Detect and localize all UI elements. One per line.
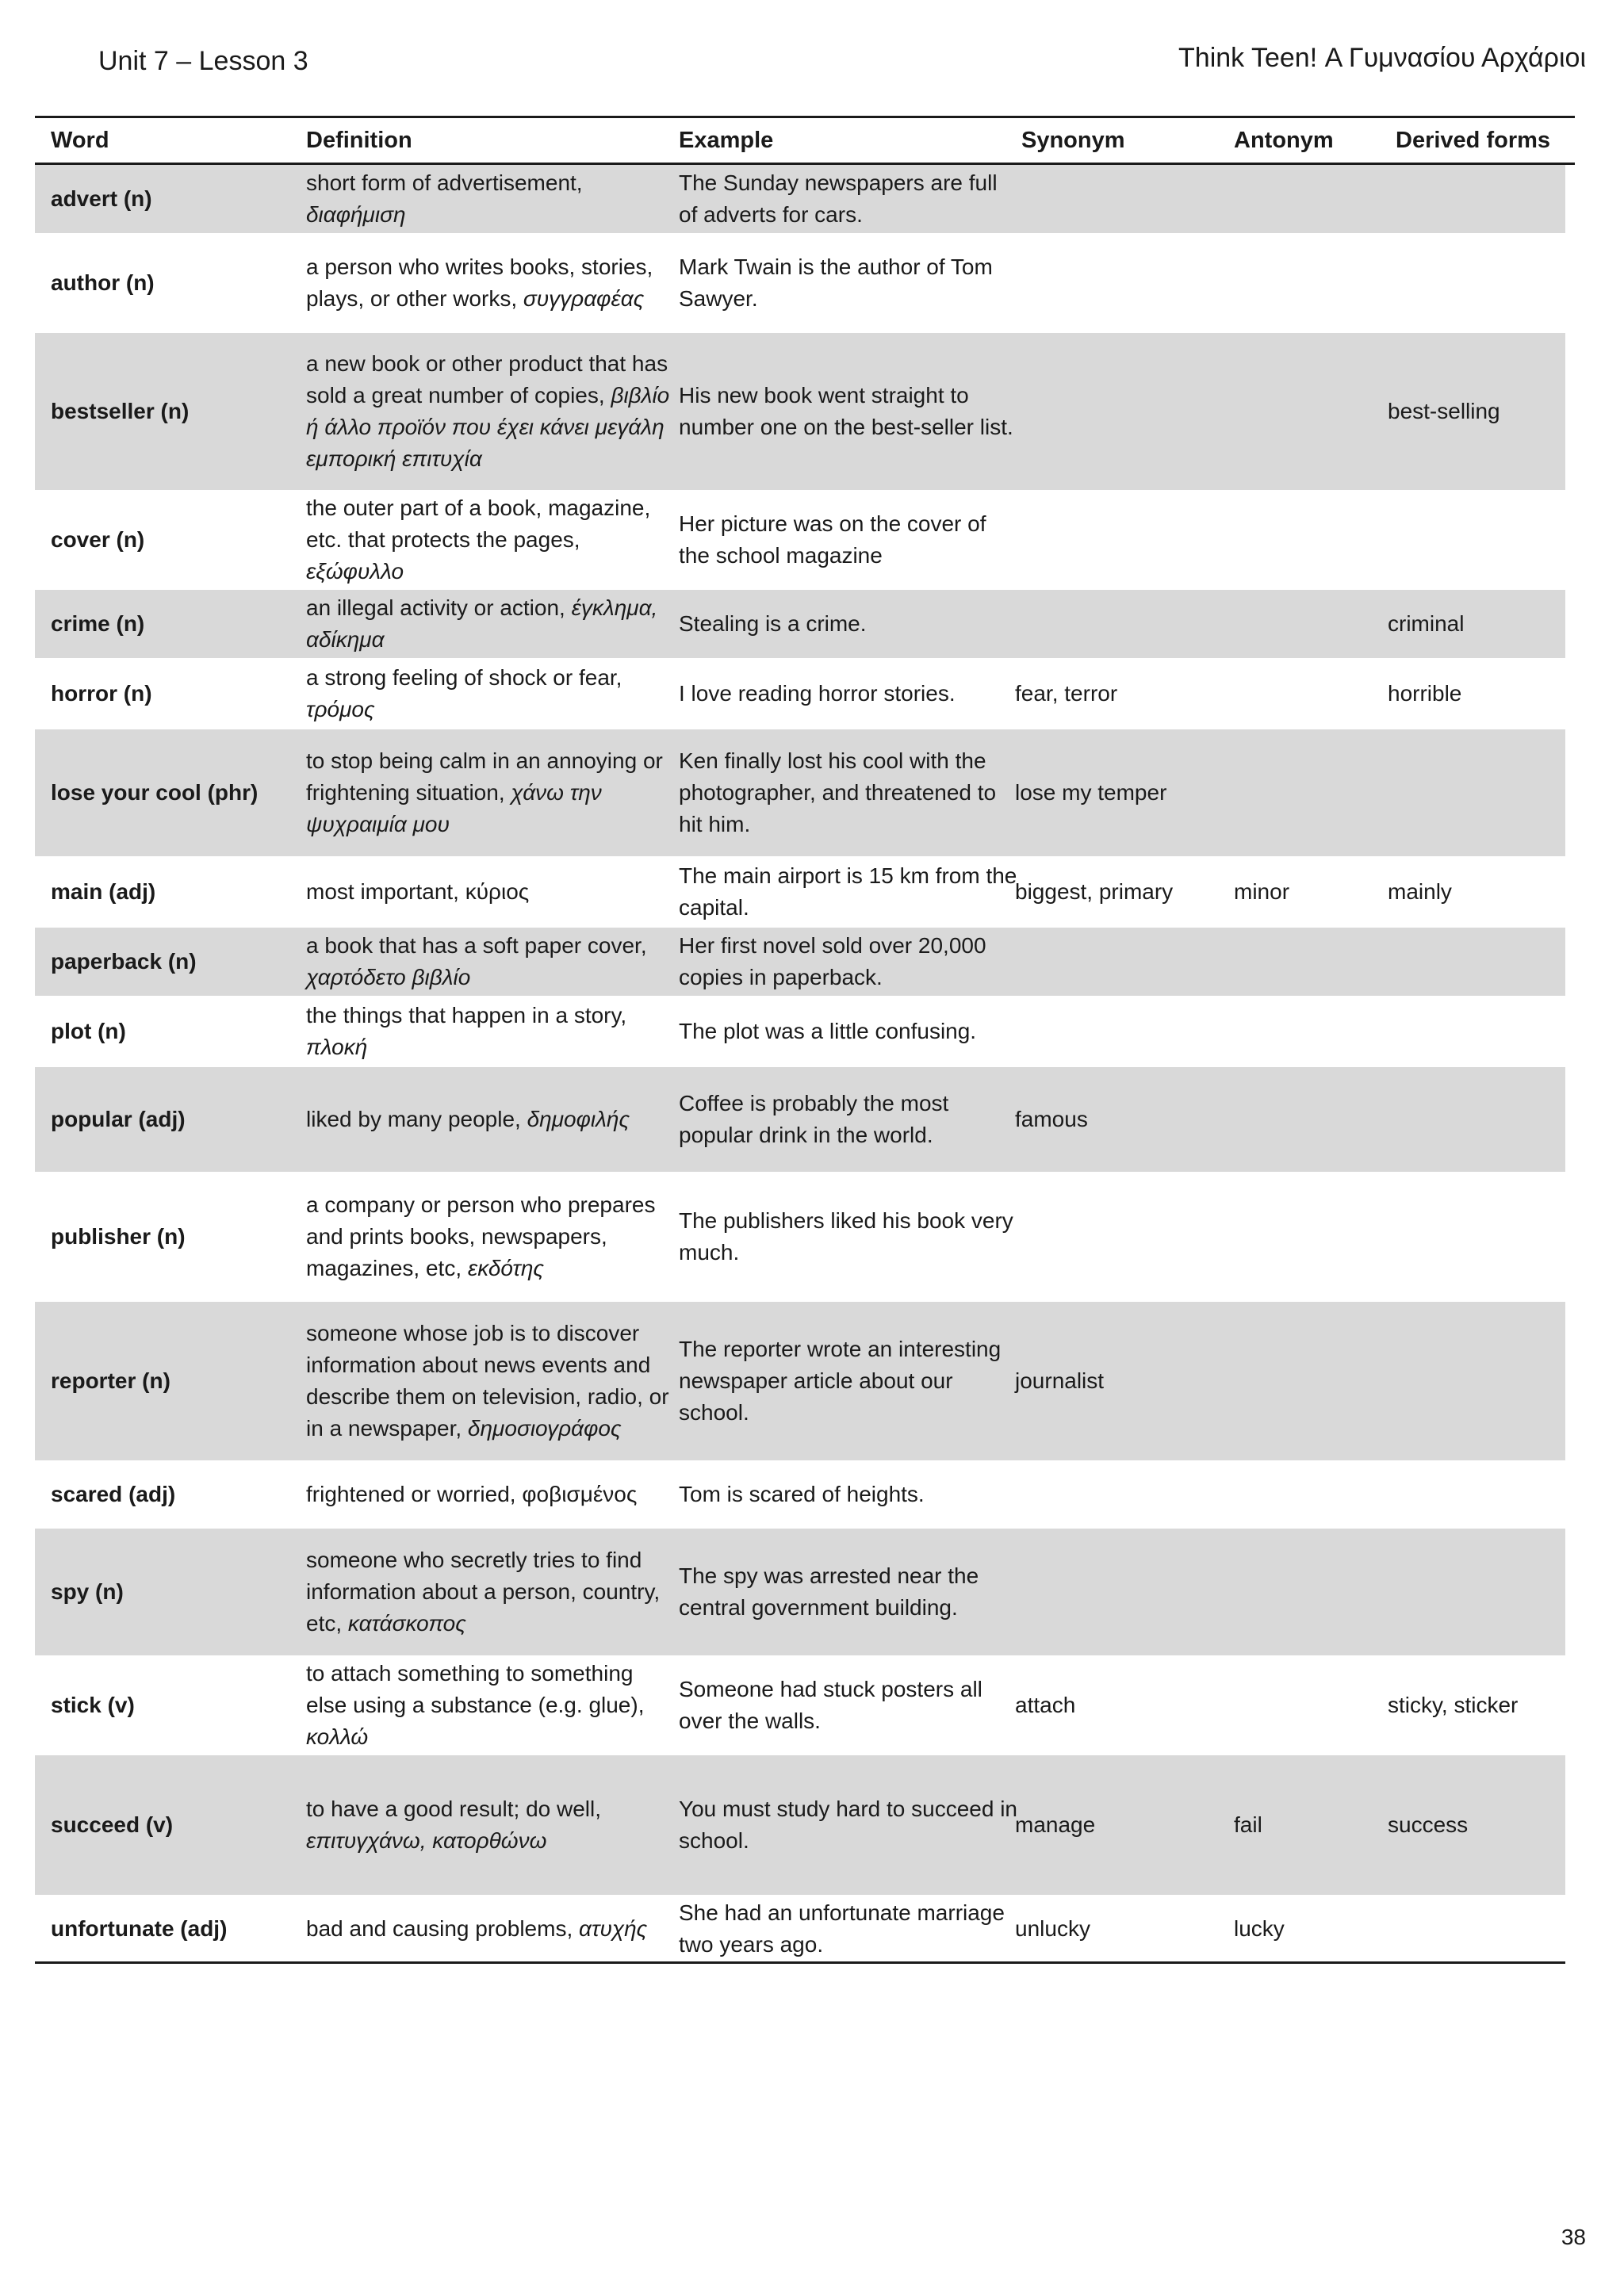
- definition-cell: [306, 333, 679, 490]
- word-cell-text: scared (adj): [51, 1482, 176, 1506]
- derived-forms-cell-text: criminal: [1388, 611, 1465, 636]
- synonym-cell: [1015, 1462, 1221, 1527]
- greek-translation: χαρτόδετο βιβλίο: [306, 965, 471, 989]
- derived-forms-cell: [1388, 1302, 1565, 1460]
- derived-forms-cell: [1388, 1896, 1565, 1961]
- definition-cell: [306, 928, 679, 996]
- table-row: [35, 729, 1565, 858]
- definition-text: a book that has a soft paper cover,: [306, 933, 647, 958]
- word-cell-text: author (n): [51, 270, 155, 295]
- table-row: [35, 1657, 1565, 1755]
- definition-text: bad and causing problems,: [306, 1916, 573, 1941]
- word-cell: [51, 858, 312, 926]
- book-title: Think Teen! Α Γυμνασίου Αρχάριοι: [1178, 43, 1586, 73]
- table-header: [35, 116, 1575, 165]
- antonym-cell: [1234, 1755, 1385, 1895]
- synonym-cell-text: biggest, primary: [1015, 879, 1174, 904]
- antonym-cell-text: minor: [1234, 879, 1290, 904]
- definition-text: the outer part of a book, magazine, etc. that protects the pages,: [306, 496, 651, 552]
- column-header-antonym: Antonym: [1234, 128, 1334, 153]
- definition-text: to have a good result; do well,: [306, 1797, 602, 1821]
- definition-cell: [306, 1462, 679, 1527]
- synonym-cell-text: unlucky: [1015, 1916, 1090, 1941]
- table-row: [35, 1896, 1565, 1964]
- example-cell-text: The publishers liked his book very much.: [679, 1208, 1013, 1265]
- word-cell: [51, 333, 312, 490]
- example-cell-text: The main airport is 15 km from the capital.: [679, 863, 1017, 920]
- derived-forms-cell: [1388, 1462, 1565, 1527]
- column-header-synonym: Synonym: [1021, 128, 1125, 153]
- example-cell: [679, 1302, 1020, 1460]
- antonym-cell: [1234, 1896, 1385, 1961]
- derived-forms-cell: [1388, 928, 1565, 996]
- antonym-cell: [1234, 492, 1385, 588]
- antonym-cell: [1234, 1462, 1385, 1527]
- synonym-cell: [1015, 165, 1221, 233]
- example-cell-text: Her picture was on the cover of the school magazine: [679, 511, 986, 568]
- synonym-cell: [1015, 729, 1221, 856]
- derived-forms-cell: [1388, 1657, 1565, 1754]
- definition-cell: [306, 590, 679, 658]
- antonym-cell: [1234, 928, 1385, 996]
- word-cell-text: cover (n): [51, 527, 145, 552]
- definition-cell: [306, 1896, 679, 1961]
- definition-cell: [306, 858, 679, 926]
- word-cell: [51, 1302, 312, 1460]
- word-cell-text: lose your cool (phr): [51, 780, 259, 805]
- synonym-cell: [1015, 1173, 1221, 1300]
- synonym-cell: [1015, 1657, 1221, 1754]
- greek-translation: εκδότης: [467, 1256, 545, 1280]
- word-cell: [51, 492, 312, 588]
- example-cell-text: I love reading horror stories.: [679, 681, 956, 706]
- example-cell: [679, 590, 1020, 658]
- greek-translation: κολλώ: [306, 1724, 369, 1749]
- word-cell: [51, 1173, 312, 1300]
- example-cell: [679, 1173, 1020, 1300]
- synonym-cell-text: famous: [1015, 1107, 1088, 1131]
- word-cell: [51, 660, 312, 728]
- greek-translation: συγγραφέας: [523, 286, 645, 311]
- definition-cell: [306, 997, 679, 1066]
- definition-cell: [306, 1067, 679, 1172]
- word-cell-text: spy (n): [51, 1579, 124, 1604]
- antonym-cell: [1234, 1529, 1385, 1655]
- word-cell: [51, 729, 312, 856]
- example-cell-text: Her first novel sold over 20,000 copies in paperback.: [679, 933, 986, 989]
- definition-cell: [306, 492, 679, 588]
- table-row: [35, 1529, 1565, 1657]
- example-cell: [679, 928, 1020, 996]
- synonym-cell-text: manage: [1015, 1812, 1096, 1837]
- definition-text: most important, κύριος: [306, 879, 530, 904]
- antonym-cell-text: lucky: [1234, 1916, 1285, 1941]
- table-body: [35, 165, 1565, 1964]
- table-row: [35, 660, 1565, 729]
- example-cell: [679, 165, 1020, 233]
- vocabulary-table: [35, 116, 1565, 1964]
- synonym-cell: [1015, 1302, 1221, 1460]
- synonym-cell: [1015, 235, 1221, 331]
- word-cell-text: paperback (n): [51, 949, 197, 974]
- definition-text: frightened or worried, φοβισμένος: [306, 1482, 638, 1506]
- antonym-cell-text: fail: [1234, 1812, 1262, 1837]
- definition-text: to attach something to something else using a substance (e.g. glue),: [306, 1661, 645, 1717]
- word-cell: [51, 997, 312, 1066]
- synonym-cell-text: journalist: [1015, 1368, 1105, 1393]
- antonym-cell: [1234, 1067, 1385, 1172]
- table-row: [35, 235, 1565, 333]
- synonym-cell-text: attach: [1015, 1693, 1076, 1717]
- example-cell-text: Ken finally lost his cool with the photographer, and threatened to hit him.: [679, 748, 997, 836]
- derived-forms-cell-text: mainly: [1388, 879, 1452, 904]
- column-header-definition: Definition: [306, 128, 412, 153]
- word-cell-text: popular (adj): [51, 1107, 186, 1131]
- table-row: [35, 492, 1565, 590]
- example-cell: [679, 1067, 1020, 1172]
- derived-forms-cell: [1388, 333, 1565, 490]
- example-cell: [679, 1755, 1020, 1895]
- definition-text: liked by many people,: [306, 1107, 521, 1131]
- definition-cell: [306, 1529, 679, 1655]
- antonym-cell: [1234, 729, 1385, 856]
- derived-forms-cell: [1388, 165, 1565, 233]
- definition-text: a strong feeling of shock or fear,: [306, 665, 622, 690]
- table-row: [35, 1067, 1565, 1173]
- definition-cell: [306, 1173, 679, 1300]
- example-cell-text: Coffee is probably the most popular drink in the world.: [679, 1091, 949, 1147]
- synonym-cell: [1015, 1896, 1221, 1961]
- table-row: [35, 1462, 1565, 1529]
- example-cell-text: Mark Twain is the author of Tom Sawyer.: [679, 254, 993, 311]
- greek-translation: έγκλημα, αδίκημα: [306, 595, 658, 652]
- word-cell: [51, 1067, 312, 1172]
- definition-cell: [306, 1302, 679, 1460]
- antonym-cell: [1234, 997, 1385, 1066]
- example-cell-text: You must study hard to succeed in school.: [679, 1797, 1017, 1853]
- word-cell: [51, 165, 312, 233]
- example-cell: [679, 1896, 1020, 1961]
- synonym-cell: [1015, 590, 1221, 658]
- antonym-cell: [1234, 333, 1385, 490]
- example-cell-text: The reporter wrote an interesting newspaper article about our school.: [679, 1337, 1002, 1425]
- word-cell-text: advert (n): [51, 186, 152, 211]
- example-cell-text: She had an unfortunate marriage two years ago.: [679, 1900, 1005, 1957]
- definition-cell: [306, 235, 679, 331]
- table-row: [35, 1755, 1565, 1896]
- derived-forms-cell: [1388, 1755, 1565, 1895]
- word-cell-text: horror (n): [51, 681, 152, 706]
- derived-forms-cell: [1388, 492, 1565, 588]
- antonym-cell: [1234, 1302, 1385, 1460]
- table-row: [35, 1302, 1565, 1462]
- example-cell-text: Stealing is a crime.: [679, 611, 867, 636]
- synonym-cell: [1015, 928, 1221, 996]
- derived-forms-cell: [1388, 729, 1565, 856]
- word-cell-text: bestseller (n): [51, 399, 190, 423]
- antonym-cell: [1234, 1657, 1385, 1754]
- word-cell: [51, 1755, 312, 1895]
- word-cell-text: plot (n): [51, 1019, 126, 1043]
- example-cell: [679, 858, 1020, 926]
- greek-translation: τρόμος: [306, 697, 375, 721]
- antonym-cell: [1234, 660, 1385, 728]
- derived-forms-cell-text: success: [1388, 1812, 1469, 1837]
- word-cell-text: stick (v): [51, 1693, 135, 1717]
- example-cell-text: The plot was a little confusing.: [679, 1019, 977, 1043]
- definition-text: someone who secretly tries to find information about a person, country, etc,: [306, 1548, 661, 1636]
- antonym-cell: [1234, 858, 1385, 926]
- derived-forms-cell: [1388, 1529, 1565, 1655]
- definition-text: short form of advertisement,: [306, 170, 583, 195]
- definition-cell: [306, 1755, 679, 1895]
- derived-forms-cell: [1388, 1067, 1565, 1172]
- derived-forms-cell: [1388, 858, 1565, 926]
- derived-forms-cell-text: horrible: [1388, 681, 1462, 706]
- definition-cell: [306, 660, 679, 728]
- example-cell-text: The Sunday newspapers are full of adverts for cars.: [679, 170, 998, 227]
- word-cell: [51, 235, 312, 331]
- example-cell: [679, 1462, 1020, 1527]
- word-cell: [51, 590, 312, 658]
- example-cell: [679, 333, 1020, 490]
- table-row: [35, 928, 1565, 997]
- example-cell: [679, 660, 1020, 728]
- definition-cell: [306, 165, 679, 233]
- word-cell-text: unfortunate (adj): [51, 1916, 228, 1941]
- derived-forms-cell: [1388, 997, 1565, 1066]
- antonym-cell: [1234, 165, 1385, 233]
- word-cell-text: succeed (v): [51, 1812, 174, 1837]
- table-row: [35, 858, 1565, 928]
- synonym-cell: [1015, 858, 1221, 926]
- example-cell: [679, 492, 1020, 588]
- greek-translation: πλοκή: [306, 1035, 368, 1059]
- table-row: [35, 333, 1565, 492]
- word-cell: [51, 1896, 312, 1961]
- definition-cell: [306, 1657, 679, 1754]
- definition-text: a company or person who prepares and prints books, newspapers, magazines, etc,: [306, 1192, 656, 1280]
- greek-translation: χάνω την ψυχραιμία μου: [306, 780, 602, 836]
- derived-forms-cell: [1388, 235, 1565, 331]
- example-cell: [679, 1657, 1020, 1754]
- word-cell-text: reporter (n): [51, 1368, 170, 1393]
- column-header-example: Example: [679, 128, 774, 153]
- example-cell: [679, 1529, 1020, 1655]
- antonym-cell: [1234, 1173, 1385, 1300]
- derived-forms-cell-text: best-selling: [1388, 399, 1500, 423]
- example-cell-text: His new book went straight to number one on the best-seller list.: [679, 383, 1013, 439]
- synonym-cell: [1015, 492, 1221, 588]
- word-cell: [51, 1529, 312, 1655]
- derived-forms-cell: [1388, 590, 1565, 658]
- derived-forms-cell-text: sticky, sticker: [1388, 1693, 1519, 1717]
- greek-translation: ατυχής: [579, 1916, 648, 1941]
- synonym-cell: [1015, 333, 1221, 490]
- synonym-cell-text: fear, terror: [1015, 681, 1118, 706]
- greek-translation: κατάσκοπος: [347, 1611, 466, 1636]
- example-cell: [679, 235, 1020, 331]
- synonym-cell-text: lose my temper: [1015, 780, 1167, 805]
- word-cell-text: main (adj): [51, 879, 156, 904]
- example-cell-text: The spy was arrested near the central government building.: [679, 1563, 979, 1620]
- synonym-cell: [1015, 1067, 1221, 1172]
- example-cell: [679, 997, 1020, 1066]
- synonym-cell: [1015, 1529, 1221, 1655]
- word-cell-text: crime (n): [51, 611, 145, 636]
- definition-text: an illegal activity or action,: [306, 595, 565, 620]
- synonym-cell: [1015, 660, 1221, 728]
- table-row: [35, 1173, 1565, 1302]
- definition-text: a person who writes books, stories, plays, or other works,: [306, 254, 653, 311]
- definition-text: the things that happen in a story,: [306, 1003, 627, 1027]
- antonym-cell: [1234, 235, 1385, 331]
- definition-text: a new book or other product that has sold a great number of copies,: [306, 351, 668, 408]
- table-row: [35, 165, 1565, 235]
- word-cell: [51, 1462, 312, 1527]
- greek-translation: δημοφιλής: [527, 1107, 630, 1131]
- greek-translation: δημοσιογράφος: [467, 1416, 622, 1441]
- word-cell: [51, 1657, 312, 1754]
- table-row: [35, 997, 1565, 1067]
- derived-forms-cell: [1388, 1173, 1565, 1300]
- greek-translation: βιβλίο ή άλλο προϊόν που έχει κάνει μεγάλη εμπορική επιτυχία: [306, 383, 670, 471]
- page-number: 38: [1561, 2225, 1586, 2249]
- table-row: [35, 590, 1565, 660]
- column-header-word: Word: [51, 128, 109, 153]
- example-cell-text: Tom is scared of heights.: [679, 1482, 925, 1506]
- greek-translation: διαφήμιση: [306, 202, 406, 227]
- derived-forms-cell: [1388, 660, 1565, 728]
- example-cell-text: Someone had stuck posters all over the walls.: [679, 1677, 982, 1733]
- word-cell: [51, 928, 312, 996]
- synonym-cell: [1015, 997, 1221, 1066]
- column-header-derived-forms: Derived forms: [1396, 128, 1551, 153]
- unit-lesson-title: Unit 7 – Lesson 3: [98, 46, 308, 76]
- definition-cell: [306, 729, 679, 856]
- antonym-cell: [1234, 590, 1385, 658]
- synonym-cell: [1015, 1755, 1221, 1895]
- definition-text: someone whose job is to discover information about news events and describe them on television, radio, or in a newspaper,: [306, 1321, 669, 1441]
- greek-translation: εξώφυλλο: [306, 559, 404, 584]
- example-cell: [679, 729, 1020, 856]
- word-cell-text: publisher (n): [51, 1224, 186, 1249]
- definition-text: to stop being calm in an annoying or frightening situation,: [306, 748, 663, 805]
- greek-translation: επιτυγχάνω, κατορθώνω: [306, 1828, 547, 1853]
